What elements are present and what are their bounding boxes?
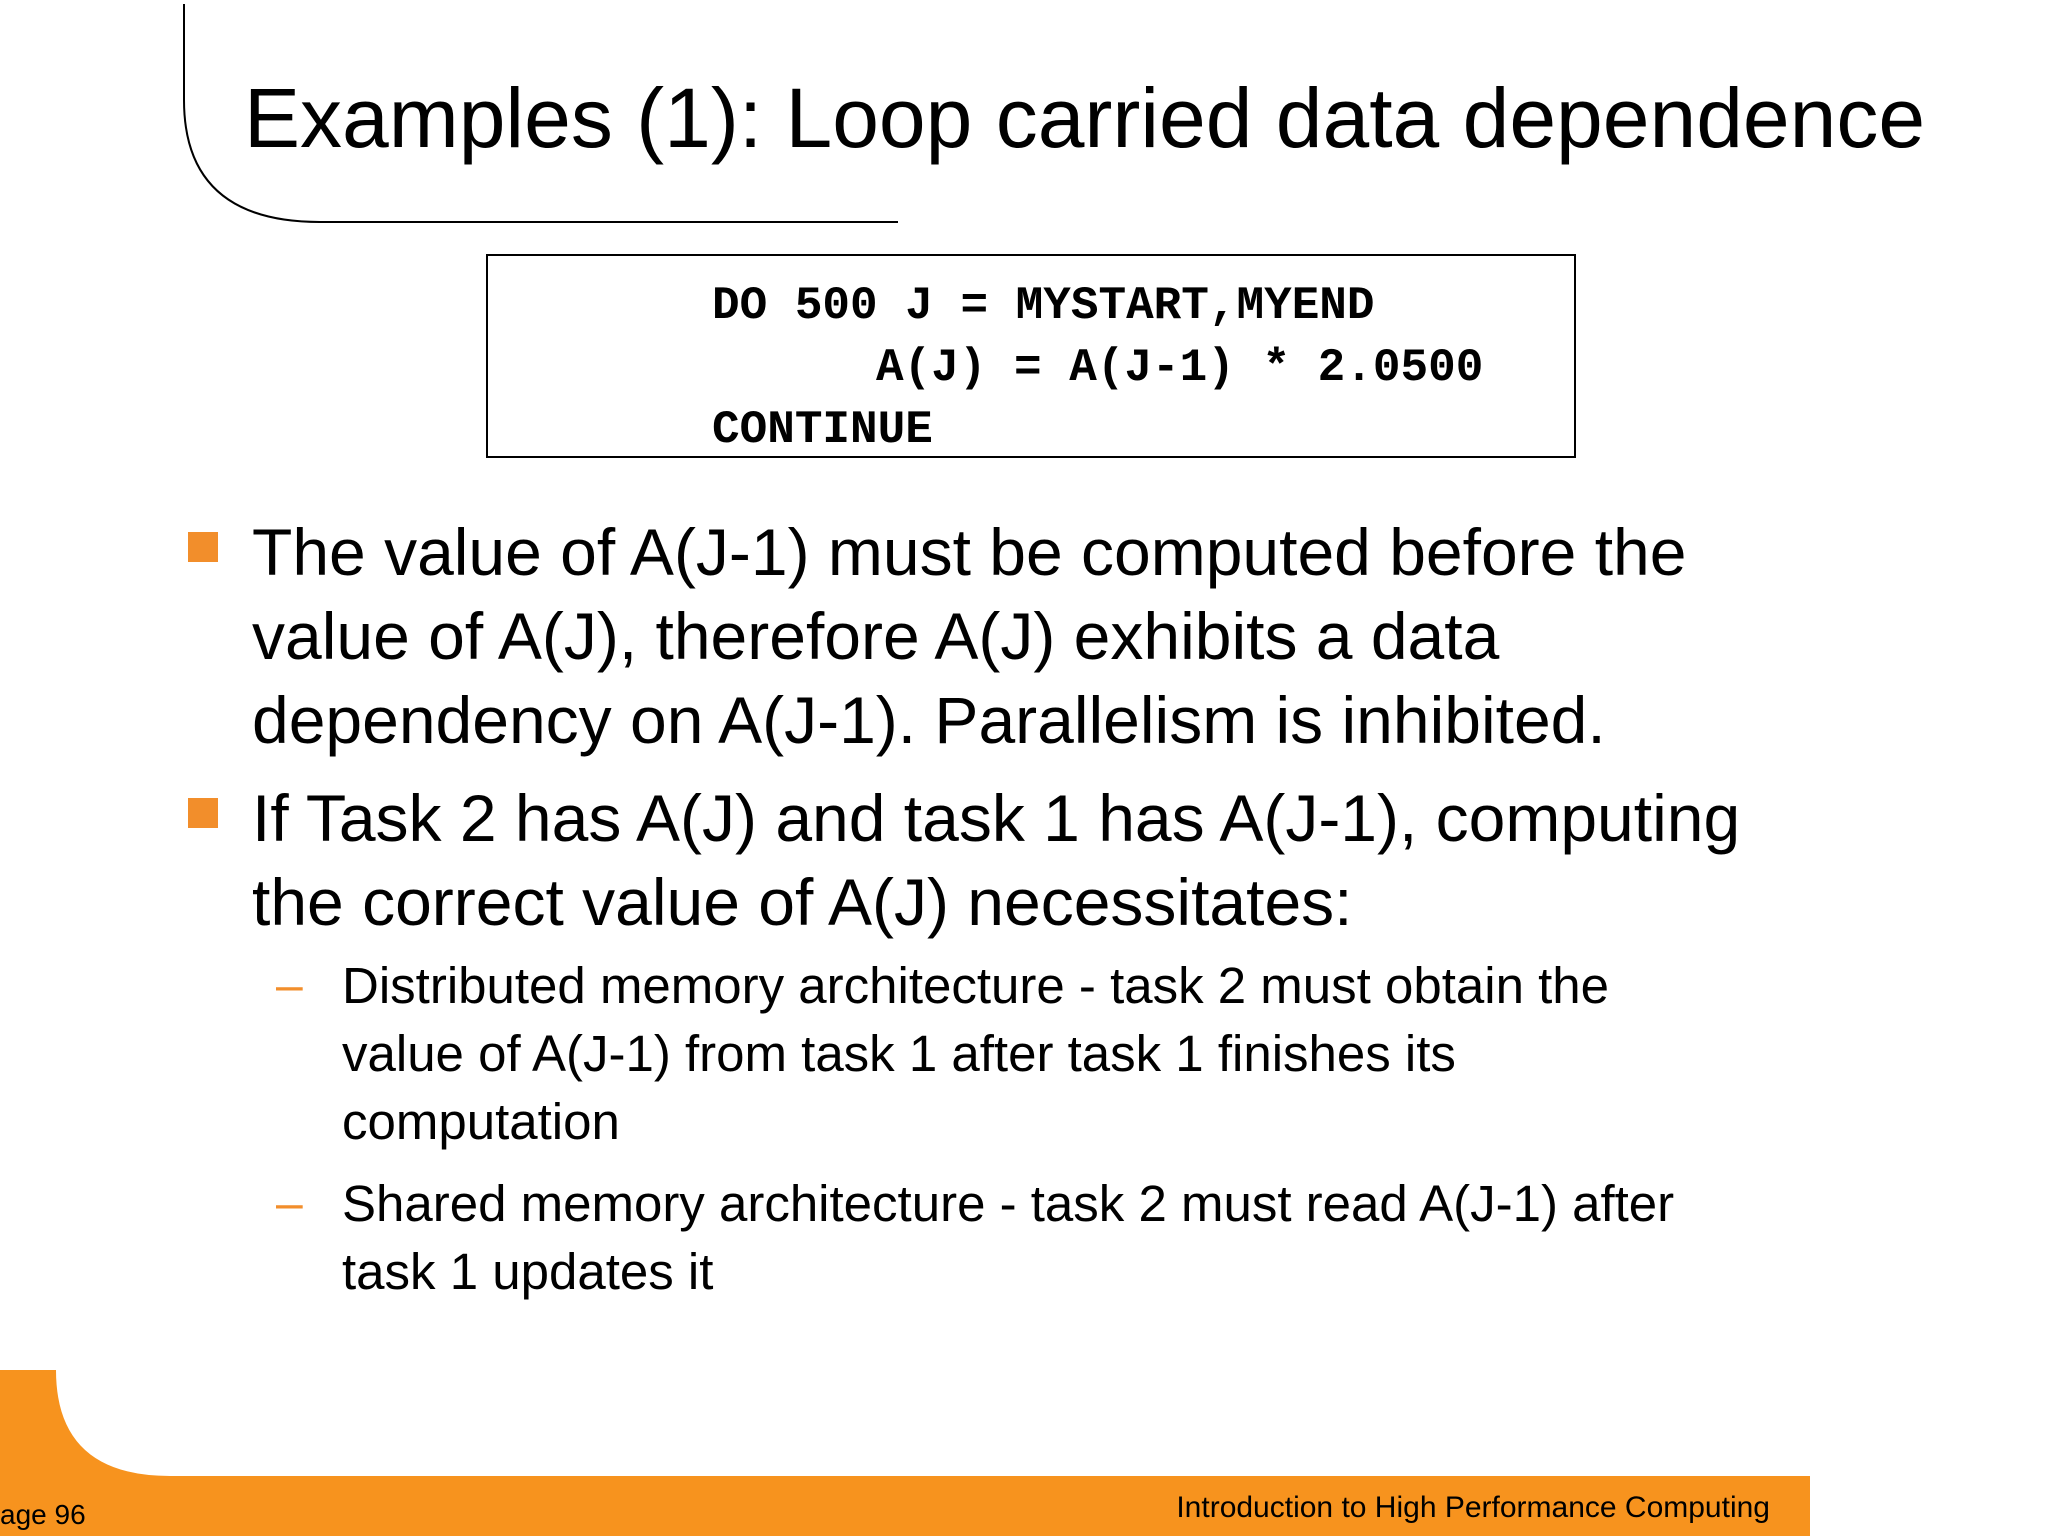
- code-line-continue: CONTINUE: [712, 404, 933, 456]
- sub-bullet-1-line-1: Distributed memory architecture - task 2 must obtain the: [342, 957, 1610, 1014]
- sub-bullet-1-line-2: value of A(J-1) from task 1 after task 1 finishes its: [342, 1025, 1456, 1082]
- code-line-assignment: A(J) = A(J-1) * 2.0500: [876, 342, 1484, 394]
- bullet-1-line-1: The value of A(J-1) must be computed before the: [252, 515, 1687, 589]
- orange-square-bullet-icon: [188, 532, 218, 562]
- code-block: [486, 254, 1576, 458]
- sub-bullet-1-line-3: computation: [342, 1093, 620, 1150]
- orange-square-bullet-icon: [188, 798, 218, 828]
- code-line-loop-start: DO 500 J = MYSTART,MYEND: [712, 280, 1375, 332]
- bullet-2-line-2: the correct value of A(J) necessitates:: [252, 865, 1353, 939]
- sub-bullet-2-line-1: Shared memory architecture - task 2 must read A(J-1) after: [342, 1175, 1675, 1232]
- bullet-2-line-1: If Task 2 has A(J) and task 1 has A(J-1), computing: [252, 781, 1741, 855]
- orange-dash-icon: –: [276, 959, 303, 1012]
- footer-course-title: Introduction to High Performance Computing: [1176, 1491, 1770, 1524]
- orange-dash-icon: –: [276, 1177, 303, 1230]
- bullet-1-line-2: value of A(J), therefore A(J) exhibits a data: [252, 599, 1500, 673]
- slide-title: Examples (1): Loop carried data dependence: [244, 71, 1926, 165]
- sub-bullet-2-line-2: task 1 updates it: [342, 1243, 714, 1300]
- page-number: age 96: [0, 1499, 86, 1530]
- bullet-1-line-3: dependency on A(J-1). Parallelism is inhibited.: [252, 683, 1606, 757]
